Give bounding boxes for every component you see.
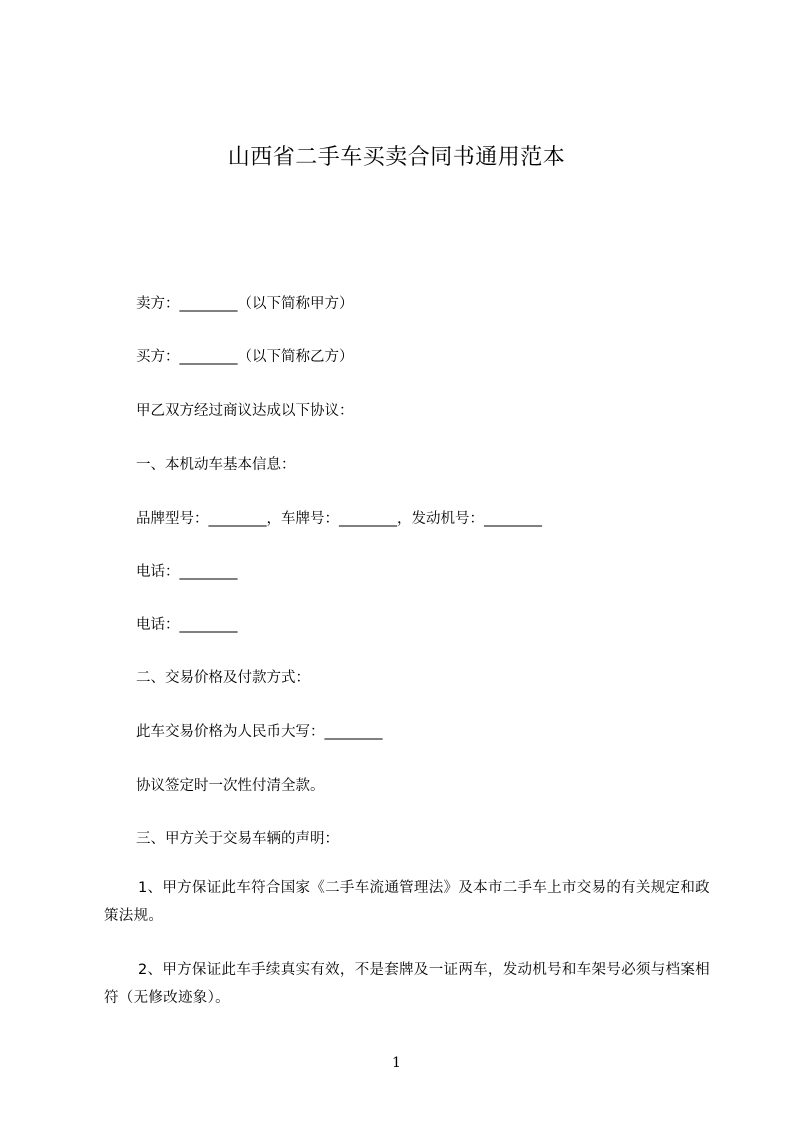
phone-line-1: 电话：________ <box>136 564 238 580</box>
agreement-intro: 甲乙双方经过商议达成以下协议： <box>136 403 354 419</box>
vehicle-info-line: 品牌型号：________，车牌号：________，发动机号：________ <box>136 511 542 527</box>
section-2-heading: 二、交易价格及付款方式： <box>136 670 310 686</box>
payment-line: 协议签定时一次性付清全款。 <box>136 778 325 794</box>
buyer-line: 买方：________（以下简称乙方） <box>136 349 354 365</box>
clause-2: 2、甲方保证此车手续真实有效，不是套牌及一证两车，发动机号和车架号必须与档案相符（无修改迹象）。 <box>104 962 710 1006</box>
clause-1: 1、甲方保证此车符合国家《二手车流通管理法》及本市二手车上市交易的有关规定和政策法规。 <box>104 880 710 924</box>
section-3-heading: 三、甲方关于交易车辆的声明： <box>136 831 339 847</box>
seller-line: 卖方：________（以下简称甲方） <box>136 296 354 312</box>
price-line: 此车交易价格为人民币大写：________ <box>136 724 383 740</box>
phone-line-2: 电话：________ <box>136 617 238 633</box>
section-1-heading: 一、本机动车基本信息： <box>136 457 296 473</box>
page-number: 1 <box>392 1055 401 1071</box>
document-title: 山西省二手车买卖合同书通用范本 <box>227 145 566 170</box>
